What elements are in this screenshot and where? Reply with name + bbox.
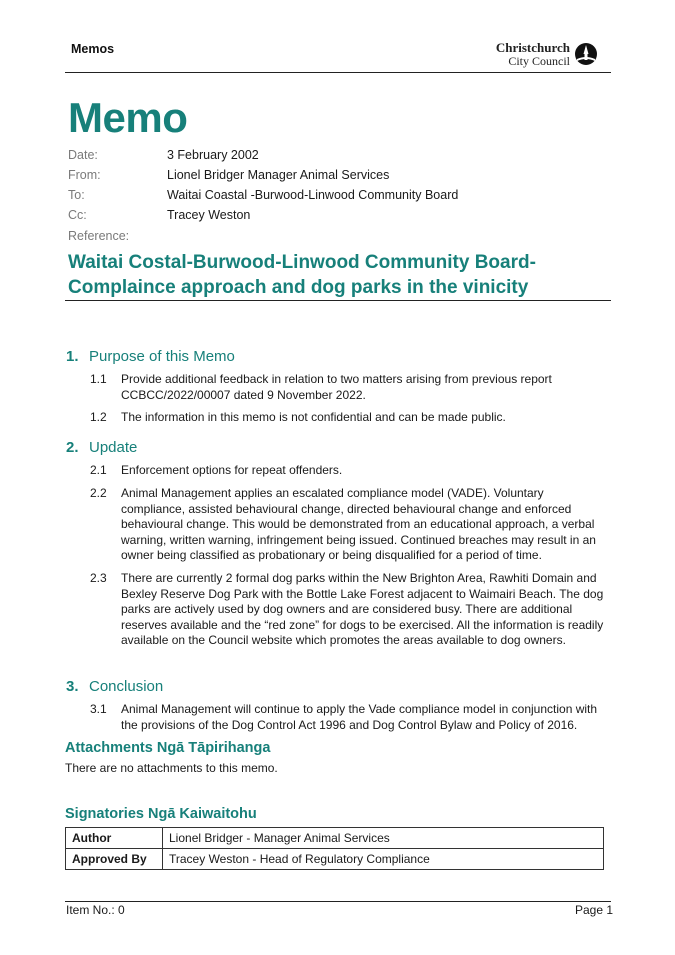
section-title: Update (89, 439, 138, 456)
header-rule (65, 72, 611, 73)
signatories-title: Signatories Ngā Kaiwaitohu (65, 806, 257, 822)
section-number: 3. (66, 678, 79, 695)
item-number: 3.1 (90, 702, 107, 716)
section-heading (66, 348, 235, 366)
section-heading (66, 439, 138, 457)
memo-subject (68, 250, 613, 300)
footer-item-number: Item No.: 0 (66, 903, 125, 917)
item-number: 1.2 (90, 410, 107, 424)
logo-line2: City Council (508, 54, 570, 68)
meta-label: Reference: (68, 229, 130, 243)
attachments-text: There are no attachments to this memo. (65, 761, 278, 775)
footer-page-number: Page 1 (575, 903, 614, 917)
footer-rule (65, 901, 611, 902)
item-text: There are currently 2 formal dog parks within the New Brighton Area, Rawhiti Domain and Bexley Reserve Dog Park with the Bottle Lake Forest adjacent to Waimairi Beach. The dog parks are actively used by dog owners and are considered busy. There are additional reserves available and the “red zone” for dogs to be exercised. All the information is readily available on the Council website which promotes the areas available to dog owners. (121, 571, 604, 647)
section-heading (66, 678, 164, 696)
item-number: 2.3 (90, 571, 107, 585)
item-text: Provide additional feedback in relation to two matters arising from previous report CCBCC/2022/00007 dated 9 November 2022. (121, 372, 552, 402)
section-number: 1. (66, 348, 79, 365)
signatory-role: Author (66, 828, 163, 849)
item-number: 2.1 (90, 463, 107, 477)
cathedral-icon (574, 42, 598, 66)
subject-rule (65, 300, 611, 301)
attachments-title: Attachments Ngā Tāpirihanga (65, 740, 271, 756)
section-title: Purpose of this Memo (89, 348, 235, 365)
signatory-name: Tracey Weston - Head of Regulatory Compliance (163, 849, 604, 870)
subject-line1: Waitai Costal-Burwood-Linwood Community Board- (68, 252, 536, 273)
section-number: 2. (66, 439, 79, 456)
table-row (66, 828, 604, 849)
meta-label: To: (68, 188, 85, 202)
meta-value: Waitai Coastal -Burwood-Linwood Community Board (167, 188, 459, 202)
item-text: Animal Management applies an escalated compliance model (VADE). Voluntary compliance, assisted behavioural change, directed behavioural change and enforced behavioural change. This would be demonstrated from an educational approach, a verbal warning, written warning, infringement being issued. Continued breaches may result in an owner being classified as probationary or being disqualified for a period of time. (121, 486, 596, 562)
item-number: 1.1 (90, 372, 107, 386)
meta-label: Cc: (68, 208, 87, 222)
meta-label: Date: (68, 148, 98, 162)
signatories-table (65, 827, 604, 870)
signatory-role: Approved By (66, 849, 163, 870)
item-text: Enforcement options for repeat offenders. (121, 463, 343, 477)
meta-label: From: (68, 168, 101, 182)
table-row (66, 849, 604, 870)
memo-title: Memo (68, 94, 188, 141)
meta-value: 3 February 2002 (167, 148, 259, 162)
meta-value: Lionel Bridger Manager Animal Services (167, 168, 390, 182)
logo-line1: Christchurch (495, 40, 570, 55)
signatory-name: Lionel Bridger - Manager Animal Services (163, 828, 604, 849)
council-logo (494, 40, 604, 70)
item-text: Animal Management will continue to apply the Vade compliance model in conjunction with the provisions of the Dog Control Act 1996 and Dog Control Bylaw and Policy of 2016. (121, 702, 598, 732)
item-text: The information in this memo is not confidential and can be made public. (121, 410, 506, 424)
item-number: 2.2 (90, 486, 107, 500)
section-title: Conclusion (89, 678, 164, 695)
subject-line2: Complaince approach and dog parks in the vinicity (68, 277, 529, 298)
header-title: Memos (71, 42, 115, 56)
meta-value: Tracey Weston (167, 208, 251, 222)
